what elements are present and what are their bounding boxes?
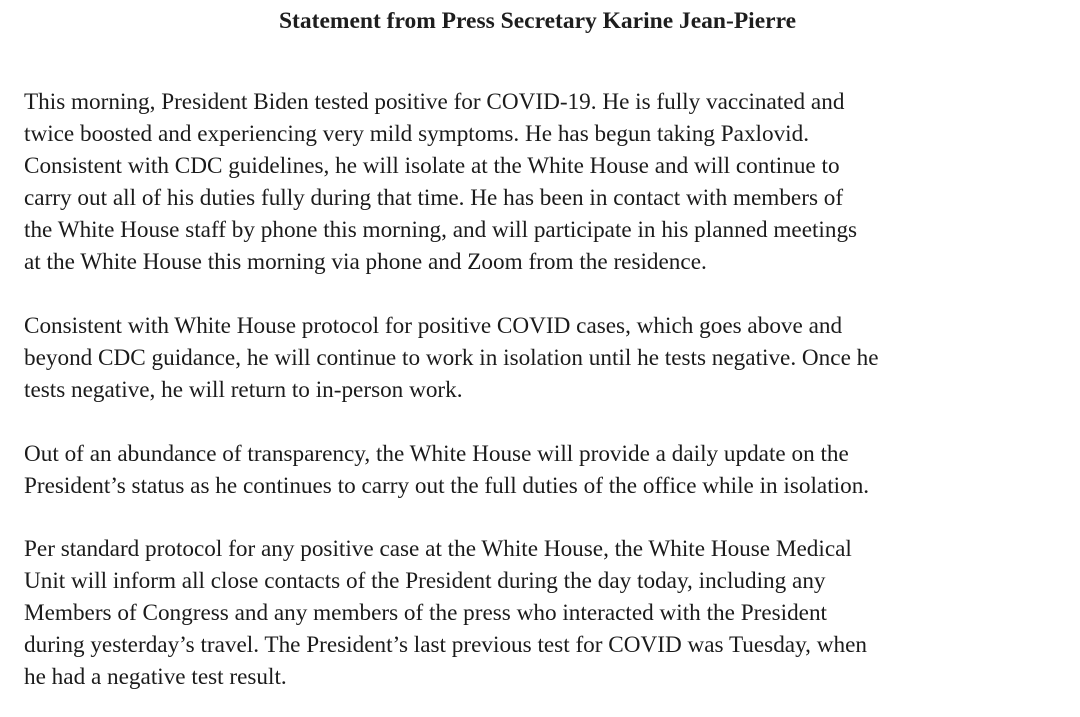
paragraph-line: Consistent with White House protocol for positive COVID cases, which goes above and [24,313,843,339]
paragraph-line: beyond CDC guidance, he will continue to work in isolation until he tests negative. Once he [24,345,879,371]
paragraph-transparency [24,438,869,502]
paragraph-line: President’s status as he continues to carry out the full duties of the office while in isolation. [24,473,870,499]
paragraph-line: the White House staff by phone this morning, and will participate in his planned meetings [24,217,858,243]
paragraph-line: at the White House this morning via phone and Zoom from the residence. [24,249,707,275]
statement-title: Statement from Press Secretary Karine Jean-Pierre [278,8,797,34]
paragraph-line: carry out all of his duties fully during that time. He has been in contact with members of [24,185,844,211]
paragraph-positive-test [24,86,857,278]
paragraph-close-contacts [24,533,867,693]
paragraph-line: Per standard protocol for any positive case at the White House, the White House Medical [24,536,852,562]
paragraph-line: he had a negative test result. [24,664,287,690]
paragraph-protocol [24,310,879,406]
paragraph-line: Out of an abundance of transparency, the White House will provide a daily update on the [24,441,849,467]
paragraph-line: Members of Congress and any members of the press who interacted with the President [24,600,827,626]
paragraph-line: tests negative, he will return to in-person work. [24,377,463,403]
paragraph-line: twice boosted and experiencing very mild symptoms. He has begun taking Paxlovid. [24,121,810,147]
paragraph-line: This morning, President Biden tested positive for COVID-19. He is fully vaccinated and [24,89,845,115]
paragraph-line: Consistent with CDC guidelines, he will isolate at the White House and will continue to [24,153,840,179]
paragraph-line: during yesterday’s travel. The President’s last previous test for COVID was Tuesday, when [24,632,867,658]
paragraph-line: Unit will inform all close contacts of the President during the day today, including any [24,568,826,594]
